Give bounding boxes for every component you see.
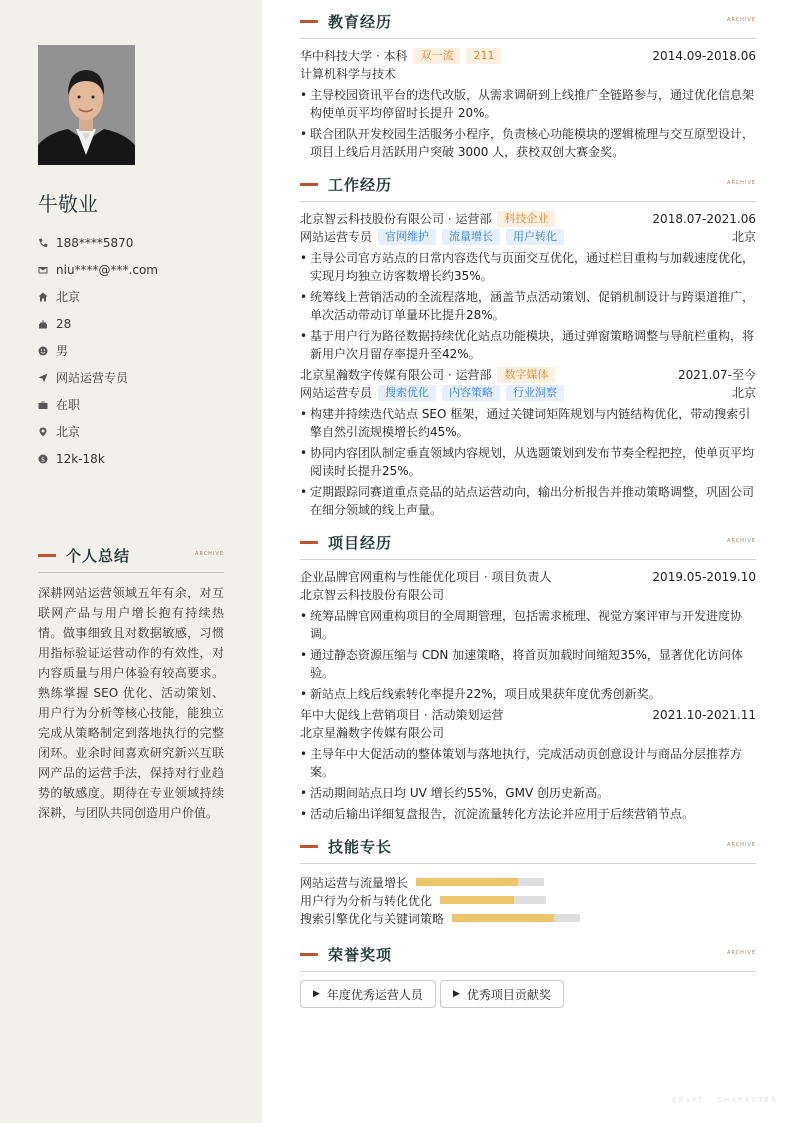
briefcase-icon xyxy=(38,400,56,410)
contact-text: 男 xyxy=(56,344,69,358)
company-name: 北京星瀚数字传媒有限公司 · 运营部 xyxy=(300,368,492,382)
section-title: 技能专长 xyxy=(328,837,393,856)
contact-text: 北京 xyxy=(56,425,81,439)
section-divider xyxy=(300,201,756,202)
contact-position xyxy=(38,364,158,391)
skills-section xyxy=(300,835,756,927)
job-role: 网站运营专员 xyxy=(300,230,373,244)
role-tag: 流量增长 xyxy=(442,229,500,245)
cake-icon xyxy=(38,319,56,329)
sidebar xyxy=(0,0,262,1123)
section-title: 教育经历 xyxy=(328,12,393,31)
section-title: 个人总结 xyxy=(66,546,131,565)
bullet-item: • 活动后输出详细复盘报告，沉淀流量转化方法论并应用于后续营销节点。 xyxy=(300,805,756,823)
section-divider xyxy=(300,863,756,864)
salary-icon xyxy=(38,454,56,464)
job-bullets xyxy=(300,249,756,363)
job-bullets xyxy=(300,405,756,519)
bullet-item: • 主导公司官方站点的日常内容迭代与页面交互优化，通过栏目重构与加载速度优化，实现月均独立访客数增长约35%。 xyxy=(300,249,756,285)
section-dash xyxy=(300,183,318,186)
skill-bar xyxy=(416,878,544,886)
company-tag: 科技企业 xyxy=(497,211,555,227)
education-date: 2014.09-2018.06 xyxy=(652,49,756,63)
skill-bar-fill xyxy=(440,896,514,904)
job-role-row xyxy=(300,228,756,246)
play-icon: ▶ xyxy=(313,989,320,999)
bullet-item: • 基于用户行为路径数据持续优化站点功能模块，通过弹窗策略调整与导航栏重构，将新用户次月留存率提升至42%。 xyxy=(300,327,756,363)
awards-list xyxy=(300,980,756,1008)
section-title: 工作经历 xyxy=(328,175,393,194)
bullet-item: • 联合团队开发校园生活服务小程序，负责核心功能模块的逻辑梳理与交互原型设计，项目上线后月活跃用户突破 3000 人，获校双创大赛金奖。 xyxy=(300,125,756,161)
profile-photo xyxy=(38,45,135,165)
contact-text: 28 xyxy=(56,316,72,331)
contact-text: 网站运营专员 xyxy=(56,371,129,385)
section-header xyxy=(300,10,756,32)
section-header xyxy=(300,531,756,553)
section-tag: ARCHIVE xyxy=(727,950,756,956)
phone-icon xyxy=(38,238,56,248)
watermark: CRAFT · CHARACTER xyxy=(672,1096,778,1104)
candidate-name: 牛敬业 xyxy=(38,192,98,216)
contact-list xyxy=(38,229,158,472)
summary-text: 深耕网站运营领域五年有余，对互联网产品与用户增长抱有持续热情。做事细致且对数据敏感，习惯用指标验证运营动作的有效性，对内容质量与用户体验有较高要求。熟练掌握 SEO 优化、活动策划、用户行为分析等核心技能，能独立完成从策略制定到落地执行的完整闭环。业余时间喜欢研究新兴互联网产品的运营手法，保持对行业趋势的敏感度。期待在专业领域持续深耕，与团队共同创造用户价值。 xyxy=(38,586,224,820)
contact-salary xyxy=(38,445,158,472)
bullet-item: • 新站点上线后线索转化率提升22%，项目成果获年度优秀创新奖。 xyxy=(300,685,756,703)
summary-section xyxy=(38,544,224,823)
section-tag: ARCHIVE xyxy=(727,180,756,186)
work-section xyxy=(300,173,756,519)
contact-gender xyxy=(38,337,158,364)
section-divider xyxy=(38,572,224,573)
contact-text: niu****@***.com xyxy=(56,262,158,277)
school-name: 华中科技大学 · 本科 xyxy=(300,49,408,63)
job-date: 2021.07-至今 xyxy=(678,368,756,382)
skill-item xyxy=(300,873,544,891)
section-title: 项目经历 xyxy=(328,533,393,552)
skill-bar-fill xyxy=(416,878,518,886)
education-section xyxy=(300,10,756,161)
contact-text: 12k-18k xyxy=(56,451,105,466)
main-content xyxy=(300,10,756,1008)
bullet-item: • 通过静态资源压缩与 CDN 加速策略，将首页加载时间缩短35%，显著优化访问体验。 xyxy=(300,646,756,682)
skills-list xyxy=(300,873,756,927)
role-tag: 搜索优化 xyxy=(378,385,436,401)
bullet-item: • 统筹品牌官网重构项目的全周期管理，包括需求梳理、视觉方案评审与开发进度协调。 xyxy=(300,607,756,643)
home-icon xyxy=(38,292,56,302)
bullet-item: • 构建并持续迭代站点 SEO 框架，通过关键词矩阵规划与内链结构优化，带动搜索引擎自然引流规模增长约45%。 xyxy=(300,405,756,441)
mail-icon xyxy=(38,265,56,275)
job-header xyxy=(300,210,756,228)
award-name: 年度优秀运营人员 xyxy=(326,987,423,1002)
section-header xyxy=(38,544,224,566)
role-tag: 用户转化 xyxy=(506,229,564,245)
section-tag: ARCHIVE xyxy=(727,538,756,544)
job-role: 网站运营专员 xyxy=(300,386,373,400)
location-icon xyxy=(38,427,56,437)
project-company: 北京星瀚数字传媒有限公司 xyxy=(300,726,445,740)
skill-bar xyxy=(452,914,580,922)
bullet-item: • 定期跟踪同赛道重点竞品的站点运营动向，输出分析报告并推动策略调整，巩固公司在细分领域的线上声量。 xyxy=(300,483,756,519)
role-tag: 官网维护 xyxy=(378,229,436,245)
project-header xyxy=(300,706,756,724)
education-bullets xyxy=(300,86,756,161)
contact-text: 在职 xyxy=(56,398,81,412)
project-company: 北京智云科技股份有限公司 xyxy=(300,588,445,602)
section-divider xyxy=(300,559,756,560)
company-name: 北京智云科技股份有限公司 · 运营部 xyxy=(300,212,492,226)
bullet-item: • 协同内容团队制定垂直领域内容规划，从选题策划到发布节奏全程把控，使单页平均阅读时长提升25%。 xyxy=(300,444,756,480)
bullet-item: • 主导年中大促活动的整体策划与落地执行，完成活动页创意设计与商品分层推荐方案。 xyxy=(300,745,756,781)
contact-status xyxy=(38,391,158,418)
skill-item xyxy=(300,891,546,909)
project-bullets xyxy=(300,607,756,703)
bullet-item: • 统筹线上营销活动的全流程落地，涵盖节点活动策划、促销机制设计与跨渠道推广，单次活动带动订单量环比提升28%。 xyxy=(300,288,756,324)
section-tag: ARCHIVE xyxy=(727,842,756,848)
award-chip xyxy=(440,980,564,1008)
section-tag: ARCHIVE xyxy=(727,17,756,23)
project-name: 企业品牌官网重构与性能优化项目 · 项目负责人 xyxy=(300,570,552,584)
section-divider xyxy=(300,971,756,972)
section-dash xyxy=(300,953,318,956)
skill-item xyxy=(300,909,580,927)
role-tag: 内容策略 xyxy=(442,385,500,401)
skill-bar xyxy=(440,896,546,904)
contact-home xyxy=(38,283,158,310)
skill-name: 搜索引擎优化与关键词策略 xyxy=(300,911,445,926)
contact-phone xyxy=(38,229,158,256)
project-header xyxy=(300,568,756,586)
contact-age xyxy=(38,310,158,337)
contact-email xyxy=(38,256,158,283)
section-title: 荣誉奖项 xyxy=(328,945,393,964)
education-header xyxy=(300,47,756,65)
company-tag: 数字媒体 xyxy=(497,367,555,383)
send-icon xyxy=(38,373,56,383)
bullet-item: • 活动期间站点日均 UV 增长约55%，GMV 创历史新高。 xyxy=(300,784,756,802)
section-dash xyxy=(300,541,318,544)
skill-name: 用户行为分析与转化优化 xyxy=(300,893,433,908)
section-divider xyxy=(300,38,756,39)
bullet-item: • 主导校园资讯平台的迭代改版，从需求调研到上线推广全链路参与，通过优化信息架构使单页平均停留时长提升 20%。 xyxy=(300,86,756,122)
education-major: 计算机科学与技术 xyxy=(300,67,397,81)
skill-name: 网站运营与流量增长 xyxy=(300,875,409,890)
projects-section xyxy=(300,531,756,823)
job-header xyxy=(300,366,756,384)
section-tag: ARCHIVE xyxy=(195,551,224,557)
play-icon: ▶ xyxy=(452,989,460,999)
section-header xyxy=(300,943,756,965)
job-role-row xyxy=(300,384,756,402)
gender-icon xyxy=(38,346,56,356)
school-tag: 211 xyxy=(466,48,501,64)
award-name: 优秀项目贡献奖 xyxy=(466,987,551,1002)
project-name: 年中大促线上营销项目 · 活动策划运营 xyxy=(300,708,504,722)
section-header xyxy=(300,835,756,857)
project-date: 2019.05-2019.10 xyxy=(652,570,756,584)
school-tag: 双一流 xyxy=(413,48,460,64)
section-header xyxy=(300,173,756,195)
section-dash xyxy=(38,554,56,557)
svg-text:$: $ xyxy=(40,454,46,463)
project-date: 2021.10-2021.11 xyxy=(652,708,756,722)
job-city: 北京 xyxy=(731,230,756,244)
contact-location xyxy=(38,418,158,445)
award-chip xyxy=(300,980,436,1008)
project-bullets xyxy=(300,745,756,823)
contact-text: 北京 xyxy=(56,290,81,304)
section-dash xyxy=(300,20,318,23)
section-dash xyxy=(300,845,318,848)
job-date: 2018.07-2021.06 xyxy=(652,212,756,226)
job-city: 北京 xyxy=(731,386,756,400)
skill-bar-fill xyxy=(452,914,554,922)
role-tag: 行业洞察 xyxy=(506,385,564,401)
honors-section xyxy=(300,943,756,1008)
contact-text: 188****5870 xyxy=(56,235,134,250)
